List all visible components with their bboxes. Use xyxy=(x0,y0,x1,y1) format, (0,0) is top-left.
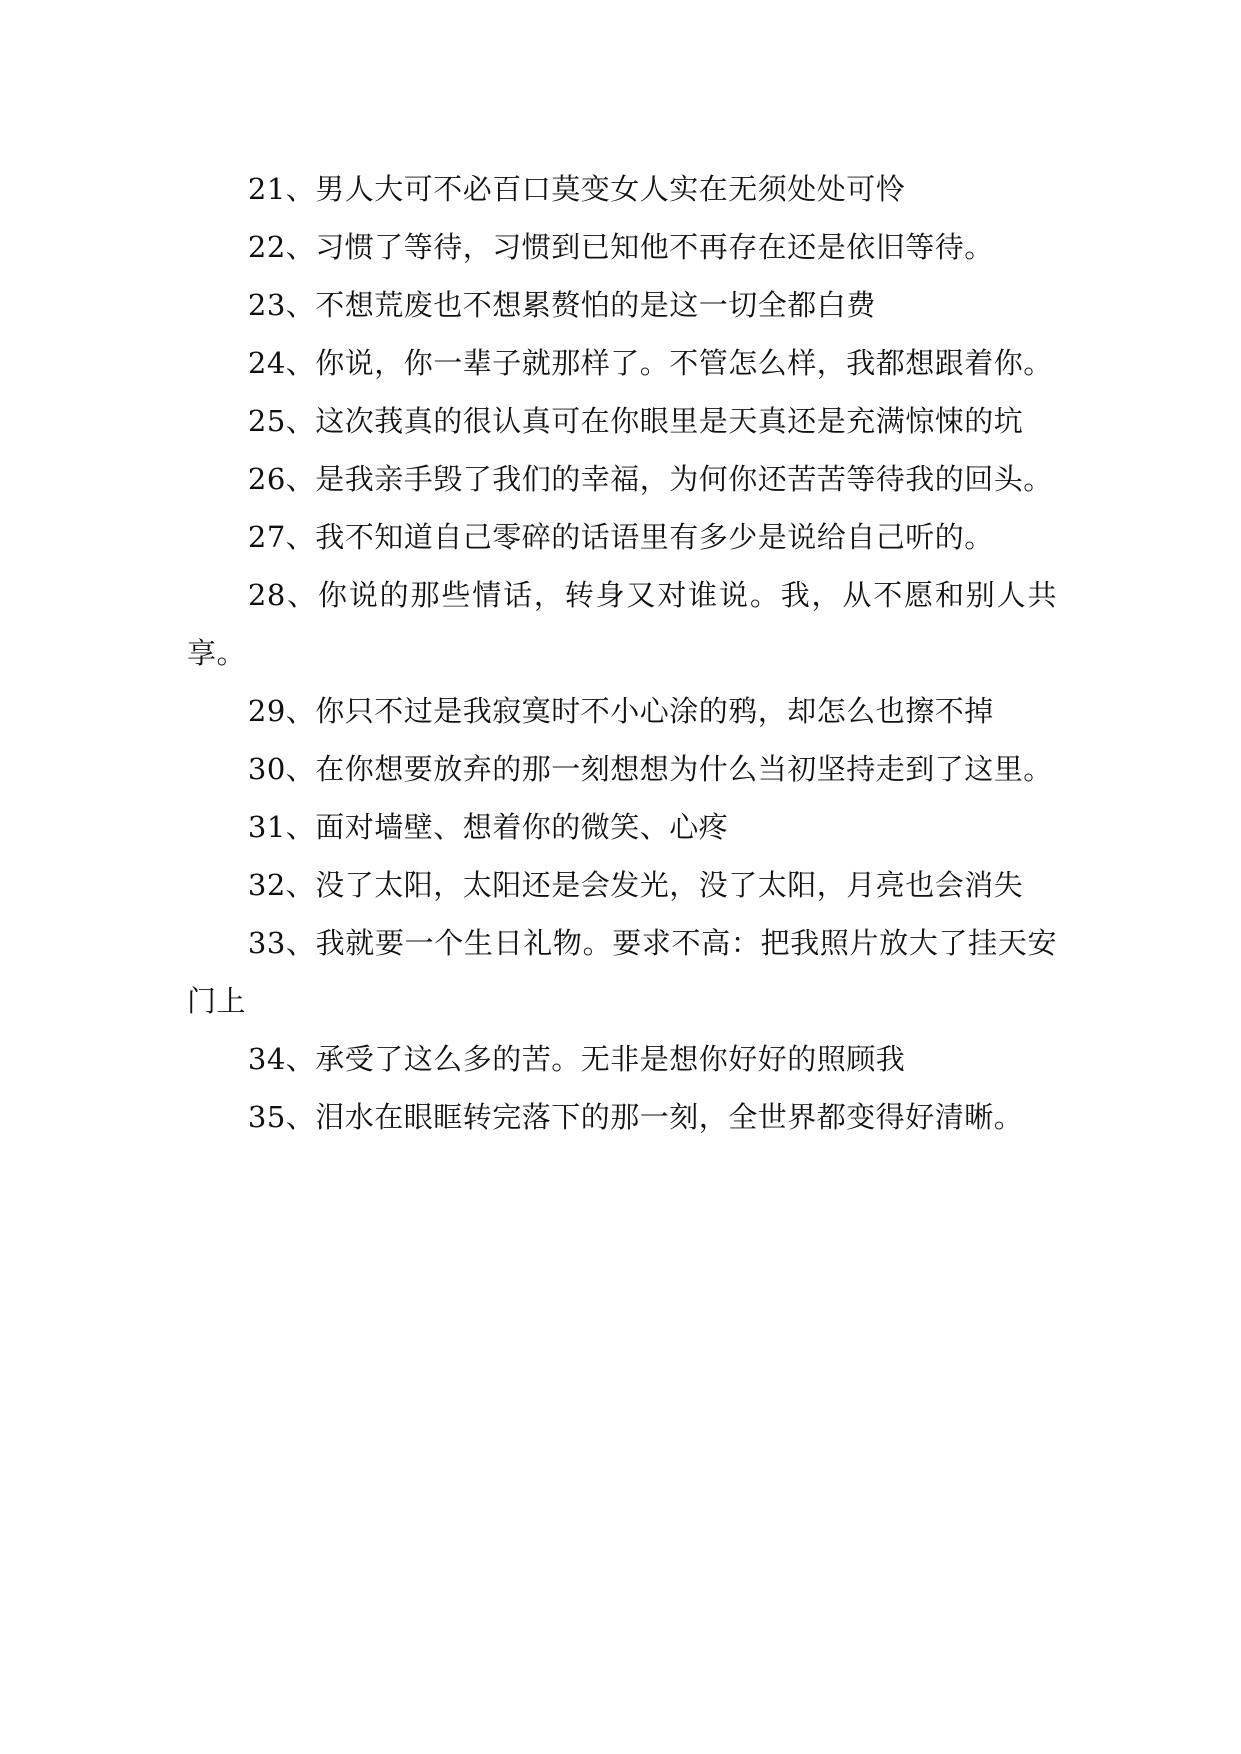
paragraph-24: 24、你说，你一辈子就那样了。不管怎么样，我都想跟着你。 xyxy=(247,346,1053,380)
paragraph-34: 34、承受了这么多的苦。无非是想你好好的照顾我 xyxy=(247,1042,906,1076)
paragraph-26: 26、是我亲手毁了我们的幸福，为何你还苦苦等待我的回头。 xyxy=(247,462,1053,496)
paragraph-25: 25、这次莪真的很认真可在你眼里是天真还是充满惊悚的坑 xyxy=(247,404,1024,438)
paragraph-35: 35、泪水在眼眶转完落下的那一刻，全世界都变得好清晰。 xyxy=(247,1100,1024,1134)
paragraph-30: 30、在你想要放弃的那一刻想想为什么当初坚持走到了这里。 xyxy=(247,752,1053,786)
paragraph-29: 29、你只不过是我寂寞时不小心涂的鸦，却怎么也擦不掉 xyxy=(247,694,994,728)
paragraph-22: 22、习惯了等待，习惯到已知他不再存在还是依旧等待。 xyxy=(247,230,994,264)
paragraph-23: 23、不想荒废也不想累赘怕的是这一切全都白费 xyxy=(247,288,876,322)
paragraph-21: 21、男人大可不必百口莫变女人实在无须处处可怜 xyxy=(247,172,906,206)
paragraph-31: 31、面对墙壁、想着你的微笑、心疼 xyxy=(247,810,729,844)
paragraph-28: 28、你说的那些情话，转身又对谁说。我，从不愿和别人共享。 xyxy=(187,578,1057,670)
paragraph-27: 27、我不知道自己零碎的话语里有多少是说给自己听的。 xyxy=(247,520,994,554)
paragraph-32: 32、没了太阳，太阳还是会发光，没了太阳，月亮也会消失 xyxy=(247,868,1024,902)
document-body xyxy=(187,160,1057,1146)
paragraph-33: 33、我就要一个生日礼物。要求不高：把我照片放大了挂天安门上 xyxy=(187,926,1057,1018)
